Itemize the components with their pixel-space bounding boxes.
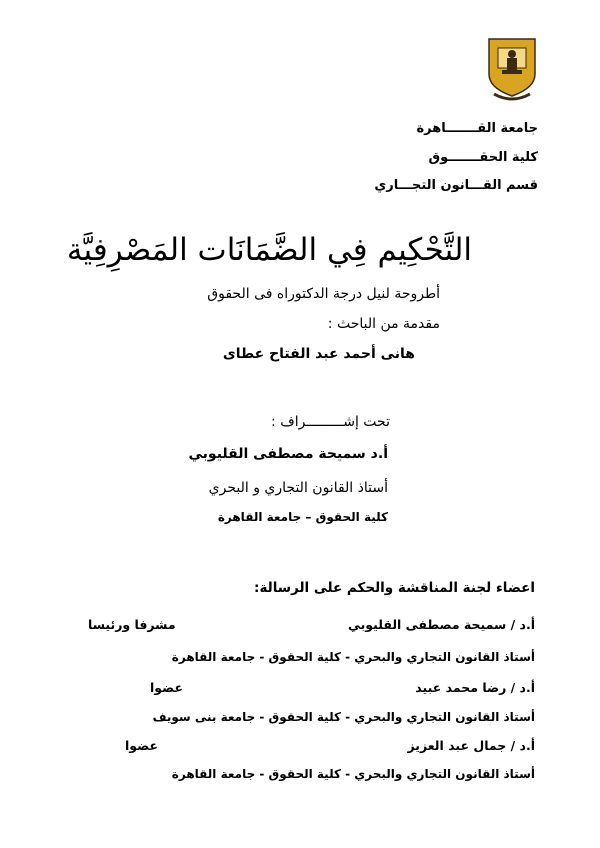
committee-member-affiliation: أستاذ القانون التجاري والبحري - كلية الحقوق - جامعة بنى سويف (152, 710, 535, 724)
department-name: قسم القـــانون التجـــاري (374, 178, 538, 193)
supervisor-name: أ.د سميحة مصطفى القليوبي (188, 446, 388, 462)
committee-heading: اعضاء لجنة المناقشة والحكم على الرسالة: (254, 580, 535, 596)
committee-member-name: أ.د / سميحة مصطفى القليوبي (347, 617, 535, 632)
thesis-title: التَّحْكِيم فِي الضَّمَانَات المَصْرِفِيَّة (66, 232, 472, 268)
committee-member-affiliation: أستاذ القانون التجاري والبحري - كلية الحقوق - جامعة القاهرة (171, 650, 535, 664)
cairo-university-logo (486, 36, 538, 104)
presented-by-label: مقدمة من الباحث : (327, 316, 440, 332)
committee-member-affiliation: أستاذ القانون التجاري والبحري - كلية الحقوق - جامعة القاهرة (171, 767, 535, 781)
committee-member-name: أ.د / رضا محمد عبيد (415, 680, 535, 695)
researcher-name: هانى أحمد عبد الفتاح عطاى (222, 346, 415, 362)
committee-member-name: أ.د / جمال عبد العزيز (407, 738, 535, 753)
committee-member-role: عضوا (150, 680, 183, 695)
committee-member-role: عضوا (125, 738, 158, 753)
supervisor-affiliation: كلية الحقوق – جامعة القاهرة (217, 510, 388, 524)
faculty-name: كلية الحقـــــــوق (428, 150, 538, 165)
supervision-label: تحت إشـــــــــراف : (271, 414, 390, 430)
committee-member-role: مشرفا ورئيسا (88, 617, 176, 632)
thesis-subtitle: أطروحة لنيل درجة الدكتوراه فى الحقوق (207, 286, 440, 302)
university-name: جامعة القـــــــاهرة (416, 121, 538, 136)
supervisor-position: أستاذ القانون التجاري و البحري (208, 480, 388, 496)
